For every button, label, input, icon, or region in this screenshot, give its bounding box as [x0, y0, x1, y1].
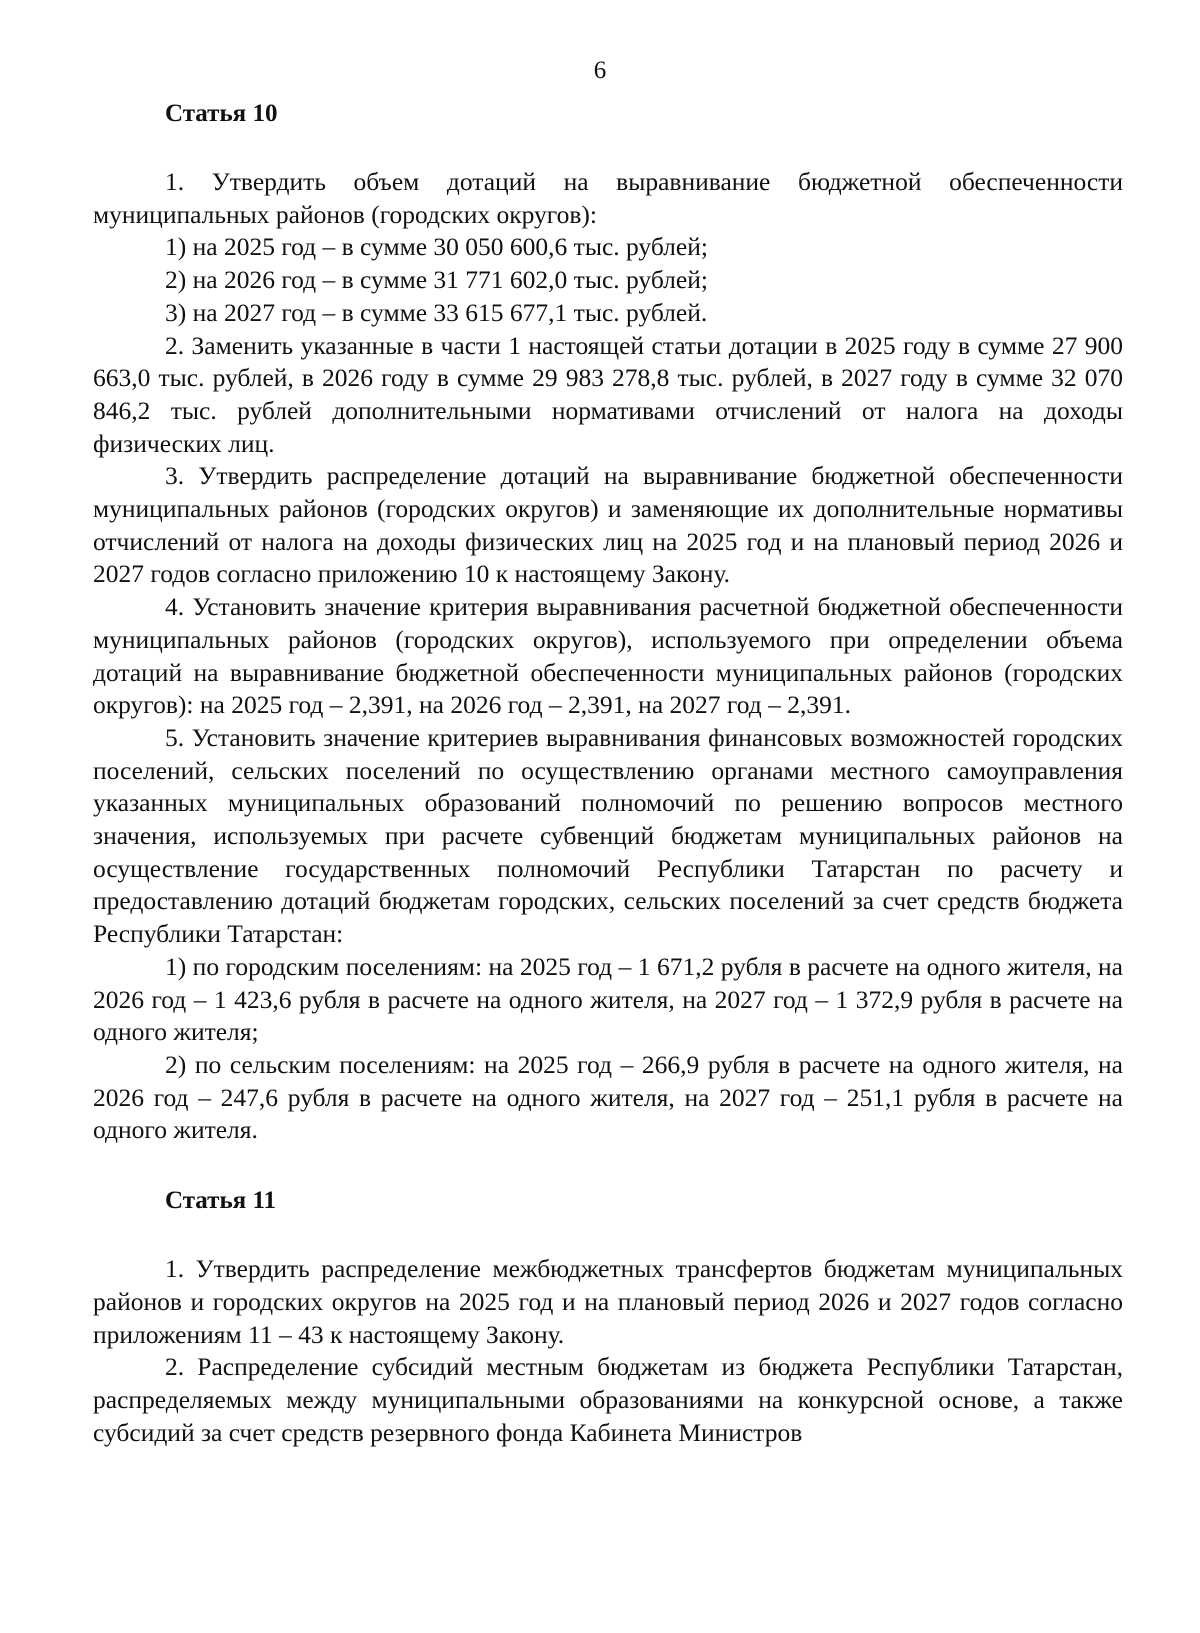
article-10-item-1: 1) на 2025 год – в сумме 30 050 600,6 тыс. рублей;: [165, 232, 708, 262]
article-10-paragraph-3: 3. Утвердить распределение дотаций на выравнивание бюджетной обеспеченности муниципальных районов (городских округов) и заменяющие их дополнительные нормативы отчислений от налога на доходы физических лиц на 2025 год и на плановый период 2026 и 2027 годов согласно приложению 10 к настоящему Закону.: [93, 461, 1123, 589]
article-10-paragraph-5-item-1: 1) по городским поселениям: на 2025 год – 1 671,2 рубля в расчете на одного жителя, на 2026 год – 1 423,6 рубля в расчете на одного жителя, на 2027 год – 1 372,9 рубля в расчете на одного жителя;: [93, 951, 1123, 1047]
article-10-item-2: 2) на 2026 год – в сумме 31 771 602,0 тыс. рублей;: [165, 265, 708, 295]
article-10-paragraph-5-item-2: 2) по сельским поселениям: на 2025 год – 266,9 рубля в расчете на одного жителя, на 2026 год – 247,6 рубля в расчете на одного жителя, на 2027 год – 251,1 рубля в расчете на одного жителя.: [93, 1049, 1123, 1145]
article-10-heading: Статья 10: [165, 100, 278, 127]
article-10-item-3: 3) на 2027 год – в сумме 33 615 677,1 тыс. рублей.: [165, 297, 708, 327]
article-11-heading: Статья 11: [165, 1187, 277, 1215]
article-10-paragraph-4: 4. Установить значение критерия выравнивания расчетной бюджетной обеспеченности муниципальных районов (городских округов), используемого при определении объема дотаций на выравнивание бюджетной обеспеченности муниципальных районов (городских округов): на 2025 год – 2,391, на 2026 год – 2,391, на 2027 год – 2,391.: [93, 592, 1123, 720]
article-11-paragraph-1: 1. Утвердить распределение межбюджетных трансфертов бюджетам муниципальных районов и городских округов на 2025 год и на плановый период 2026 и 2027 годов согласно приложениям 11 – 43 к настоящему Закону.: [93, 1254, 1123, 1349]
article-10-paragraph-2: 2. Заменить указанные в части 1 настоящей статьи дотации в 2025 году в сумме 27 900 663,0 тыс. рублей, в 2026 году в сумме 29 983 278,8 тыс. рублей, в 2027 году в сумме 32 070 846,2 тыс. рублей дополнительными нормативами отчислений от налога на доходы физических лиц.: [93, 330, 1123, 458]
article-11-paragraph-2: 2. Распределение субсидий местным бюджетам из бюджета Республики Татарстан, распределяемых между муниципальными образованиями на конкурсной основе, а также субсидий за счет средств резервного фонда Кабинета Министров: [93, 1352, 1123, 1447]
page-number: 6: [593, 57, 607, 84]
document-body: [93, 98, 1123, 1449]
article-10-paragraph-1: 1. Утвердить объем дотаций на выравнивание бюджетной обеспеченности муниципальных районов (городских округов):: [93, 167, 1123, 229]
article-10-paragraph-5: 5. Установить значение критериев выравнивания финансовых возможностей городских поселений, сельских поселений по осуществлению органами местного самоуправления указанных муниципальных образований полномочий по решению вопросов местного значения, используемых при расчете субвенций бюджетам муниципальных районов на осуществление государственных полномочий Республики Татарстан по расчету и предоставлению дотаций бюджетам городских, сельских поселений за счет средств бюджета Республики Татарстан:: [93, 722, 1123, 949]
